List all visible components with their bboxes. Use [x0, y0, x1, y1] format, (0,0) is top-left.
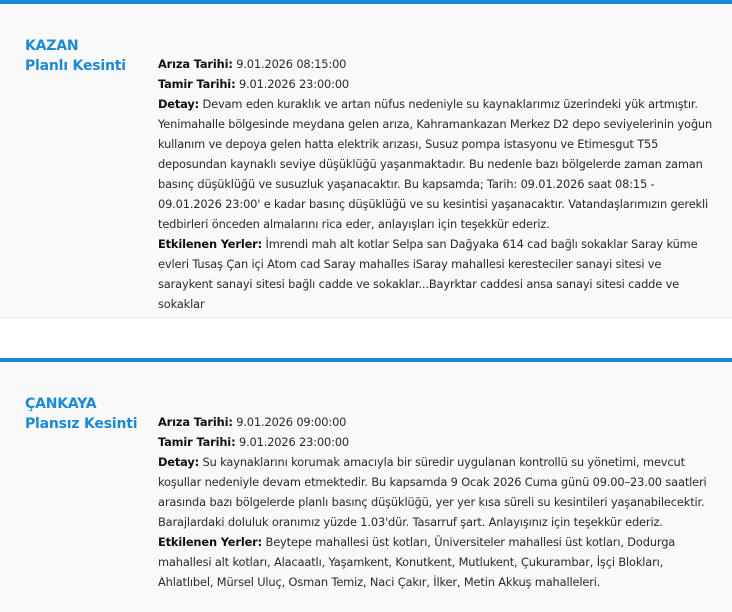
affected-text: İmrendi mah alt kotlar Selpa san Dağyaka 614 cad bağlı sokaklar Saray küme evleri Tusaş Çan içi Atom cad Saray mahalles iSaray mahallesi keresteciler sanayi sitesi ve saraykent sanayi sitesi bağlı cadde ve sokaklar...Bayrktar caddesi ansa sanayi sitesi cadde ve sokaklar [158, 237, 698, 311]
detail-row [158, 94, 714, 234]
fault-date-row [158, 54, 714, 74]
repair-date-row [158, 74, 714, 94]
detail-text: Devam eden kuraklık ve artan nüfus nedeniyle su kaynaklarımız üzerindeki yük artmıştır. Yenimahalle bölgesinde meydana gelen arıza, Kahramankazan Merkez D2 depo seviyelerinin yoğun kullanım ve depoya gelen hatta elektrik arızası, Susuz pompa istasyonu ve Etimesgut T55 deposundan kaynaklı seviye düşüklüğü yaşanmaktadır. Bu nedenle bazı bölgelerde zaman zaman basınç düşüklüğü ve susuzluk yaşanacaktır. Bu kapsamda; Tarih: 09.01.2026 saat 08:15 - 09.01.2026 23:00' e kadar basınç düşüklüğü ve su kesintisi yaşanacaktır. Vatandaşlarımızın gerekli tedbirleri önceden almalarını rica eder, anlayışları için teşekkür ederiz. [158, 97, 713, 231]
detail-text: Su kaynaklarını korumak amacıyla bir süredir uygulanan kontrollü su yönetimi, mevcut koşullar nedeniyle devam etmektedir. Bu kapsamda 9 Ocak 2026 Cuma günü 09.00–23.00 saatleri arasında bazı bölgelerde planlı basınç düşüklüğü, yer yer kısa süreli su kesintileri yaşanabilecektir. Barajlardaki doluluk oranımız yüzde 1.03'dür. Tasarruf şart. Anlayışınız için teşekkür ederiz. [158, 455, 707, 529]
affected-text: Beytepe mahallesi üst kotları, Üniversiteler mahallesi üst kotları, Dodurga mahallesi alt kotları, Alacaatlı, Yaşamkent, Konutkent, Mutlukent, Çukurambar, İşçi Blokları, Ahlatlıbel, Mürsel Uluç, Osman Temiz, Naci Çakır, İlker, Metin Akkuş mahalleleri. [158, 535, 676, 589]
affected-label: Etkilenen Yerler: [158, 237, 263, 251]
fault-date-value: 9.01.2026 08:15:00 [236, 57, 347, 71]
affected-row [158, 234, 714, 314]
repair-date-label: Tamir Tarihi: [158, 77, 236, 91]
fault-date-row [158, 412, 714, 432]
district-name: KAZAN [25, 38, 79, 54]
fault-date-value: 9.01.2026 09:00:00 [236, 415, 347, 429]
outage-details [158, 412, 714, 592]
outage-details [158, 54, 714, 314]
repair-date-value: 9.01.2026 23:00:00 [238, 77, 350, 91]
affected-label: Etkilenen Yerler: [158, 535, 263, 549]
detail-label: Detay: [158, 455, 200, 469]
detail-row [158, 452, 714, 532]
fault-date-label: Arıza Tarihi: [158, 57, 233, 71]
repair-date-row [158, 432, 714, 452]
outage-type: Planlı Kesinti [25, 58, 126, 74]
outage-type: Plansız Kesinti [25, 416, 138, 432]
district-name: ÇANKAYA [25, 396, 97, 412]
detail-label: Detay: [158, 97, 200, 111]
repair-date-value: 9.01.2026 23:00:00 [238, 435, 350, 449]
repair-date-label: Tamir Tarihi: [158, 435, 236, 449]
affected-row [158, 532, 714, 592]
outage-card-cankaya [0, 358, 732, 612]
fault-date-label: Arıza Tarihi: [158, 415, 233, 429]
